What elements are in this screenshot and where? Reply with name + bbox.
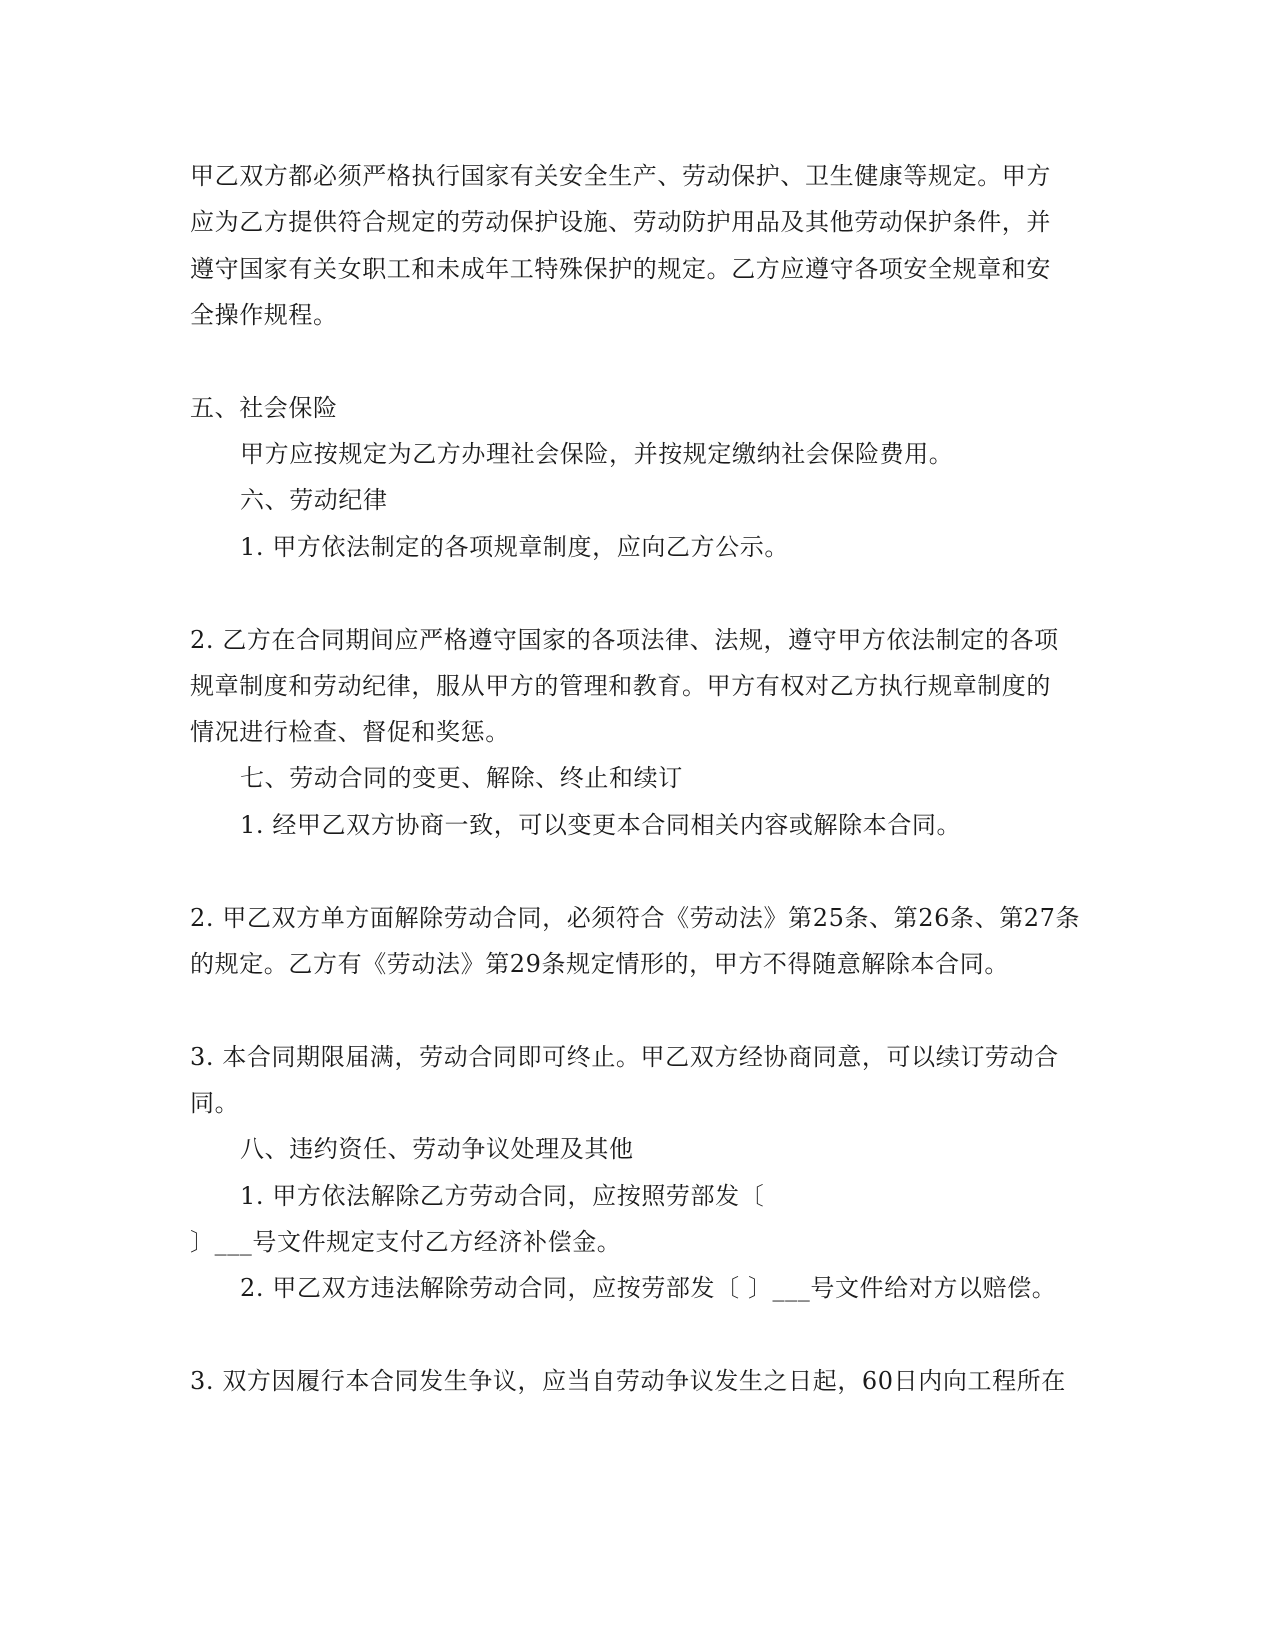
paragraph-line: 情况进行检查、督促和奖惩。 <box>190 718 510 746</box>
list-item: 3. 双方因履行本合同发生争议，应当自劳动争议发生之日起，60日内向工程所在 <box>190 1367 1066 1395</box>
list-item: 2. 甲乙双方违法解除劳动合同，应按劳部发〔 〕___号文件给对方以赔偿。 <box>240 1274 1057 1302</box>
paragraph-line: 同。 <box>190 1089 240 1117</box>
section-heading-labor-discipline: 六、劳动纪律 <box>240 486 388 514</box>
paragraph-line: 的规定。乙方有《劳动法》第29条规定情形的，甲方不得随意解除本合同。 <box>190 950 1009 978</box>
paragraph-line: 〕___号文件规定支付乙方经济补偿金。 <box>190 1228 622 1256</box>
section-heading-social-insurance: 五、社会保险 <box>190 394 338 422</box>
list-item: 1. 甲方依法制定的各项规章制度，应向乙方公示。 <box>240 533 789 561</box>
list-item: 2. 乙方在合同期间应严格遵守国家的各项法律、法规，遵守甲方依法制定的各项 <box>190 626 1059 654</box>
paragraph-line: 甲方应按规定为乙方办理社会保险，并按规定缴纳社会保险费用。 <box>240 440 954 468</box>
section-heading-contract-changes: 七、劳动合同的变更、解除、终止和续订 <box>240 764 683 792</box>
paragraph-line: 规章制度和劳动纪律，服从甲方的管理和教育。甲方有权对乙方执行规章制度的 <box>190 672 1051 700</box>
paragraph-line: 遵守国家有关女职工和未成年工特殊保护的规定。乙方应遵守各项安全规章和安 <box>190 255 1051 283</box>
list-item: 1. 经甲乙双方协商一致，可以变更本合同相关内容或解除本合同。 <box>240 811 962 839</box>
paragraph-line: 应为乙方提供符合规定的劳动保护设施、劳动防护用品及其他劳动保护条件，并 <box>190 208 1051 236</box>
paragraph-line: 全操作规程。 <box>190 301 338 329</box>
list-item: 1. 甲方依法解除乙方劳动合同，应按照劳部发〔 <box>240 1182 765 1210</box>
list-item: 2. 甲乙双方单方面解除劳动合同，必须符合《劳动法》第25条、第26条、第27条 <box>190 904 1081 932</box>
list-item: 3. 本合同期限届满，劳动合同即可终止。甲乙双方经协商同意，可以续订劳动合 <box>190 1043 1059 1071</box>
paragraph-line: 甲乙双方都必须严格执行国家有关安全生产、劳动保护、卫生健康等规定。甲方 <box>190 162 1051 190</box>
section-heading-liability-disputes: 八、违约资任、劳动争议处理及其他 <box>240 1135 634 1163</box>
